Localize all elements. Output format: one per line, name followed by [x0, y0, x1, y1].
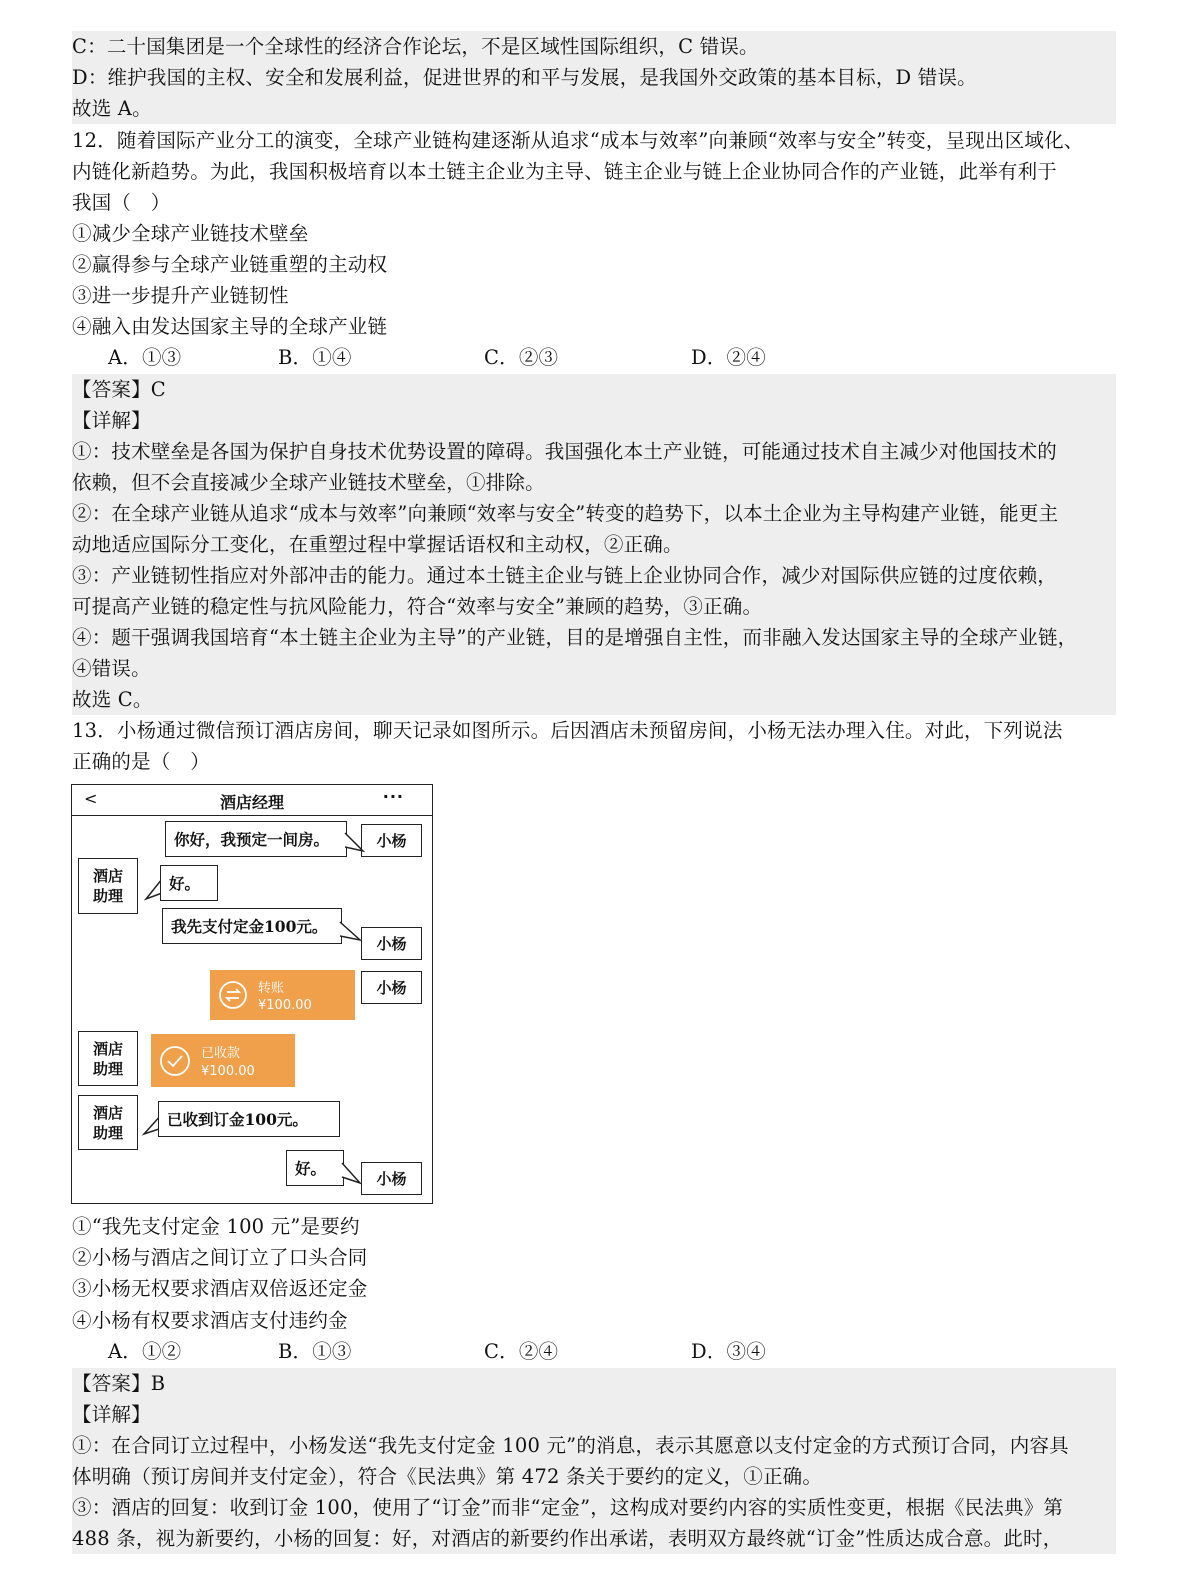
q13-explanation-line: 体明确（预订房间并支付定金），符合《民法典》第 472 条关于要约的定义，①正确。 [72, 1461, 1116, 1492]
q12-explanation-line: ④：题干强调我国培育“本土链主企业为主导”的产业链，目的是增强自主性，而非融入发达国家主导的全球产业链， [72, 622, 1116, 653]
q12-explanation-line: ①：技术壁垒是各国为保护自身技术优势设置的障碍。我国强化本土产业链，可能通过技术自主减少对他国技术的 [72, 436, 1116, 467]
q12-answer: 【答案】C [72, 374, 1116, 405]
q12-explanation-line: 动地适应国际分工变化，在重塑过程中掌握话语权和主动权，②正确。 [72, 529, 1116, 560]
q13-option-a: A．①② [108, 1340, 182, 1363]
q13-option-c: C．②④ [484, 1340, 559, 1363]
q11-option-d-explanation: D：维护我国的主权、安全和发展利益，促进世界的和平与发展，是我国外交政策的基本目标，D 错误。 [72, 62, 1116, 93]
transfer-title: 转账 [258, 981, 285, 996]
back-chevron-icon: < [84, 789, 98, 808]
q13-explanation-line: ③：酒店的回复：收到订金 100，使用了“订金”而非“定金”，这构成对要约内容的实质性变更，根据《民法典》第 [72, 1492, 1116, 1523]
chat-message-hotel: 好。 [160, 865, 218, 901]
q12-explanation-line: ④错误。 [72, 653, 1116, 684]
q12-statement-1: ①减少全球产业链技术壁垒 [72, 222, 309, 245]
check-circle-icon [159, 1045, 191, 1077]
transfer-amount: ¥100.00 [258, 998, 312, 1013]
q12-explanation-line: 可提高产业链的稳定性与抗风险能力，符合“效率与安全”兼顾的趋势，③正确。 [72, 591, 1116, 622]
avatar-hotel-assistant: 酒店助理 [78, 858, 138, 914]
q12-option-b: B．①④ [278, 346, 352, 369]
q12-statement-2: ②赢得参与全球产业链重塑的主动权 [72, 253, 388, 276]
received-amount: ¥100.00 [201, 1064, 255, 1079]
q13-explanation-line: ①：在合同订立过程中，小杨发送“我先支付定金 100 元”的消息，表示其愿意以支付定金的方式预订合同，内容具 [72, 1430, 1116, 1461]
q13-option-d: D．③④ [691, 1340, 766, 1363]
bubble-tail-icon [340, 922, 362, 944]
avatar-user: 小杨 [361, 824, 422, 857]
q12-stem-line-1: 12．随着国际产业分工的演变，全球产业链构建逐渐从追求“成本与效率”向兼顾“效率与安全”转变，呈现出区域化、 [72, 129, 1084, 152]
q12-explanation-line: 依赖，但不会直接减少全球产业链技术壁垒，①排除。 [72, 467, 1116, 498]
q12-option-a: A．①③ [108, 346, 182, 369]
avatar-hotel-assistant: 酒店助理 [78, 1031, 138, 1086]
chat-screenshot-figure [71, 784, 433, 1204]
q11-conclusion: 故选 A。 [72, 93, 1116, 124]
received-title: 已收款 [201, 1046, 241, 1061]
chat-title: 酒店经理 [219, 793, 284, 812]
q13-stem-line-2: 正确的是（ ） [72, 750, 210, 773]
chat-message-user: 好。 [286, 1150, 344, 1186]
chat-message-user: 我先支付定金100元。 [162, 908, 342, 944]
q12-statement-4: ④融入由发达国家主导的全球产业链 [72, 315, 388, 338]
avatar-user: 小杨 [361, 927, 422, 960]
avatar-user: 小杨 [361, 971, 422, 1004]
chat-header [72, 785, 432, 816]
q13-explanation-line: 488 条，视为新要约，小杨的回复：好，对酒店的新要约作出承诺，表明双方最终就“订金”性质达成合意。此时， [72, 1523, 1116, 1554]
q12-stem-line-3: 我国（ ） [72, 191, 171, 214]
q12-statement-3: ③进一步提升产业链韧性 [72, 284, 289, 307]
avatar-hotel-assistant: 酒店助理 [78, 1095, 138, 1150]
more-options-icon: ··· [382, 787, 404, 806]
q13-stem-line-1: 13．小杨通过微信预订酒店房间，聊天记录如图所示。后因酒店未预留房间，小杨无法办理入住。对此，下列说法 [72, 719, 1063, 742]
q13-statement-1: ①“我先支付定金 100 元”是要约 [72, 1215, 360, 1238]
q13-statement-3: ③小杨无权要求酒店双倍返还定金 [72, 1277, 368, 1300]
q13-statement-2: ②小杨与酒店之间订立了口头合同 [72, 1246, 368, 1269]
chat-message-user: 你好，我预定一间房。 [165, 821, 347, 857]
q12-stem-line-2: 内链化新趋势。为此，我国积极培育以本土链主企业为主导、链主企业与链上企业协同合作的产业链，此举有利于 [72, 160, 1058, 183]
q12-conclusion: 故选 C。 [72, 684, 1116, 715]
q12-explanation-header: 【详解】 [72, 405, 1116, 436]
q13-option-b: B．①③ [278, 1340, 352, 1363]
q12-options [72, 342, 1116, 373]
q12-explanation-line: ②：在全球产业链从追求“成本与效率”向兼顾“效率与安全”转变的趋势下，以本土企业为主导构建产业链，能更主 [72, 498, 1116, 529]
bubble-tail-icon [342, 1163, 362, 1187]
q12-option-d: D．②④ [691, 346, 766, 369]
q12-explanation-line: ③：产业链韧性指应对外部冲击的能力。通过本土链主企业与链上企业协同合作，减少对国际供应链的过度依赖， [72, 560, 1116, 591]
q13-answer: 【答案】B [72, 1368, 1116, 1399]
chat-message-hotel: 已收到订金100元。 [158, 1101, 340, 1137]
q13-statement-4: ④小杨有权要求酒店支付违约金 [72, 1309, 348, 1332]
transfer-card [210, 970, 355, 1020]
q11-option-c-explanation: C：二十国集团是一个全球性的经济合作论坛，不是区域性国际组织，C 错误。 [72, 31, 1116, 62]
transfer-arrows-icon [218, 980, 248, 1010]
q12-option-c: C．②③ [484, 346, 559, 369]
q13-explanation-header: 【详解】 [72, 1399, 1116, 1430]
avatar-user: 小杨 [361, 1162, 422, 1195]
received-card [151, 1034, 295, 1087]
q13-options [72, 1336, 1116, 1367]
